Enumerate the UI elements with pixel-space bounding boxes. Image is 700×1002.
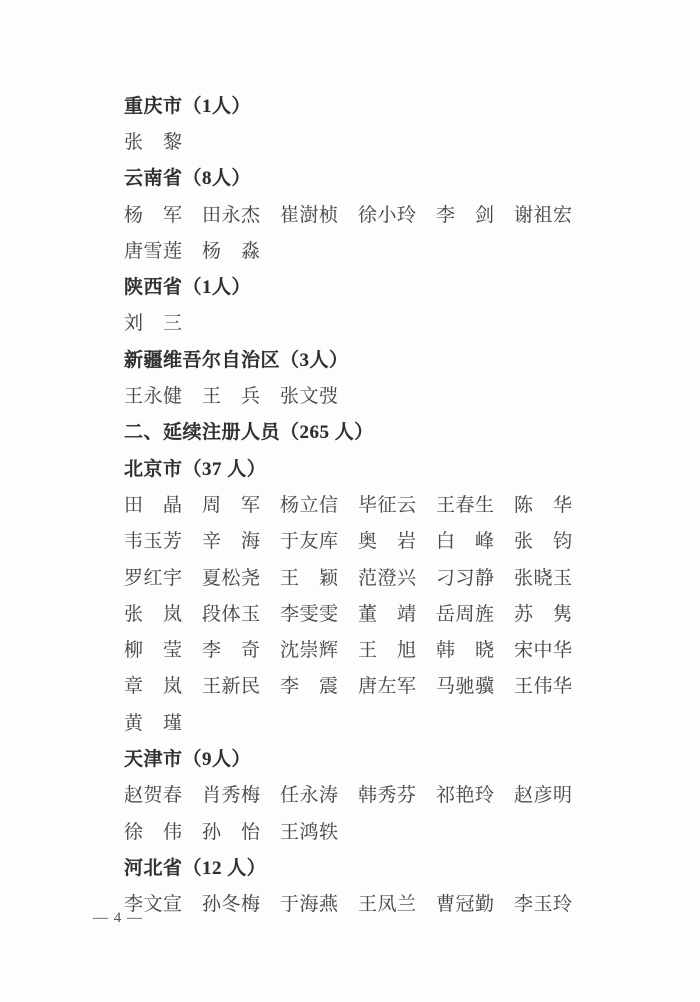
names-row: 唐雪莲 杨 淼: [124, 240, 261, 262]
names-row: 罗红宇 夏松尧 王 颖 范澄兴 刁习静 张晓玉: [124, 567, 573, 589]
names-row: 徐 伟 孙 怡 王鸿轶: [124, 821, 339, 843]
names-row: 李文宣 孙冬梅 于海燕 王凤兰 曹冠勤 李玉玲: [124, 894, 573, 916]
document-body: [124, 86, 670, 921]
page-number: — 4 —: [93, 910, 143, 926]
names-row: 杨 军 田永杰 崔澍桢 徐小玲 李 剑 谢祖宏: [124, 204, 573, 226]
names-row: 王永健 王 兵 张文弢: [124, 386, 339, 408]
province-heading: 陕西省（1人）: [124, 277, 252, 299]
province-heading: 云南省（8人）: [124, 168, 252, 190]
province-heading: 天津市（9人）: [124, 748, 252, 770]
names-row: 赵贺春 肖秀梅 任永涛 韩秀芬 祁艳玲 赵彦明: [124, 785, 573, 807]
names-row: 张 岚 段体玉 李雯雯 董 靖 岳周旌 苏 隽: [124, 603, 573, 625]
names-row: 田 晶 周 军 杨立信 毕征云 王春生 陈 华: [124, 494, 573, 516]
names-row: 张 黎: [124, 131, 183, 153]
names-row: 黄 瑾: [124, 712, 183, 734]
province-heading: 河北省（12 人）: [124, 857, 267, 879]
province-heading: 重庆市（1人）: [124, 95, 252, 117]
section-heading: 二、延续注册人员（265 人）: [124, 422, 374, 444]
names-row: 刘 三: [124, 313, 183, 335]
province-heading: 北京市（37 人）: [124, 458, 267, 480]
province-heading: 新疆维吾尔自治区（3人）: [124, 349, 349, 371]
names-row: 韦玉芳 辛 海 于友库 奥 岩 白 峰 张 钧: [124, 531, 573, 553]
names-row: 章 岚 王新民 李 震 唐左军 马驰骥 王伟华: [124, 676, 573, 698]
names-row: 柳 莹 李 奇 沈崇辉 王 旭 韩 晓 宋中华: [124, 640, 573, 662]
